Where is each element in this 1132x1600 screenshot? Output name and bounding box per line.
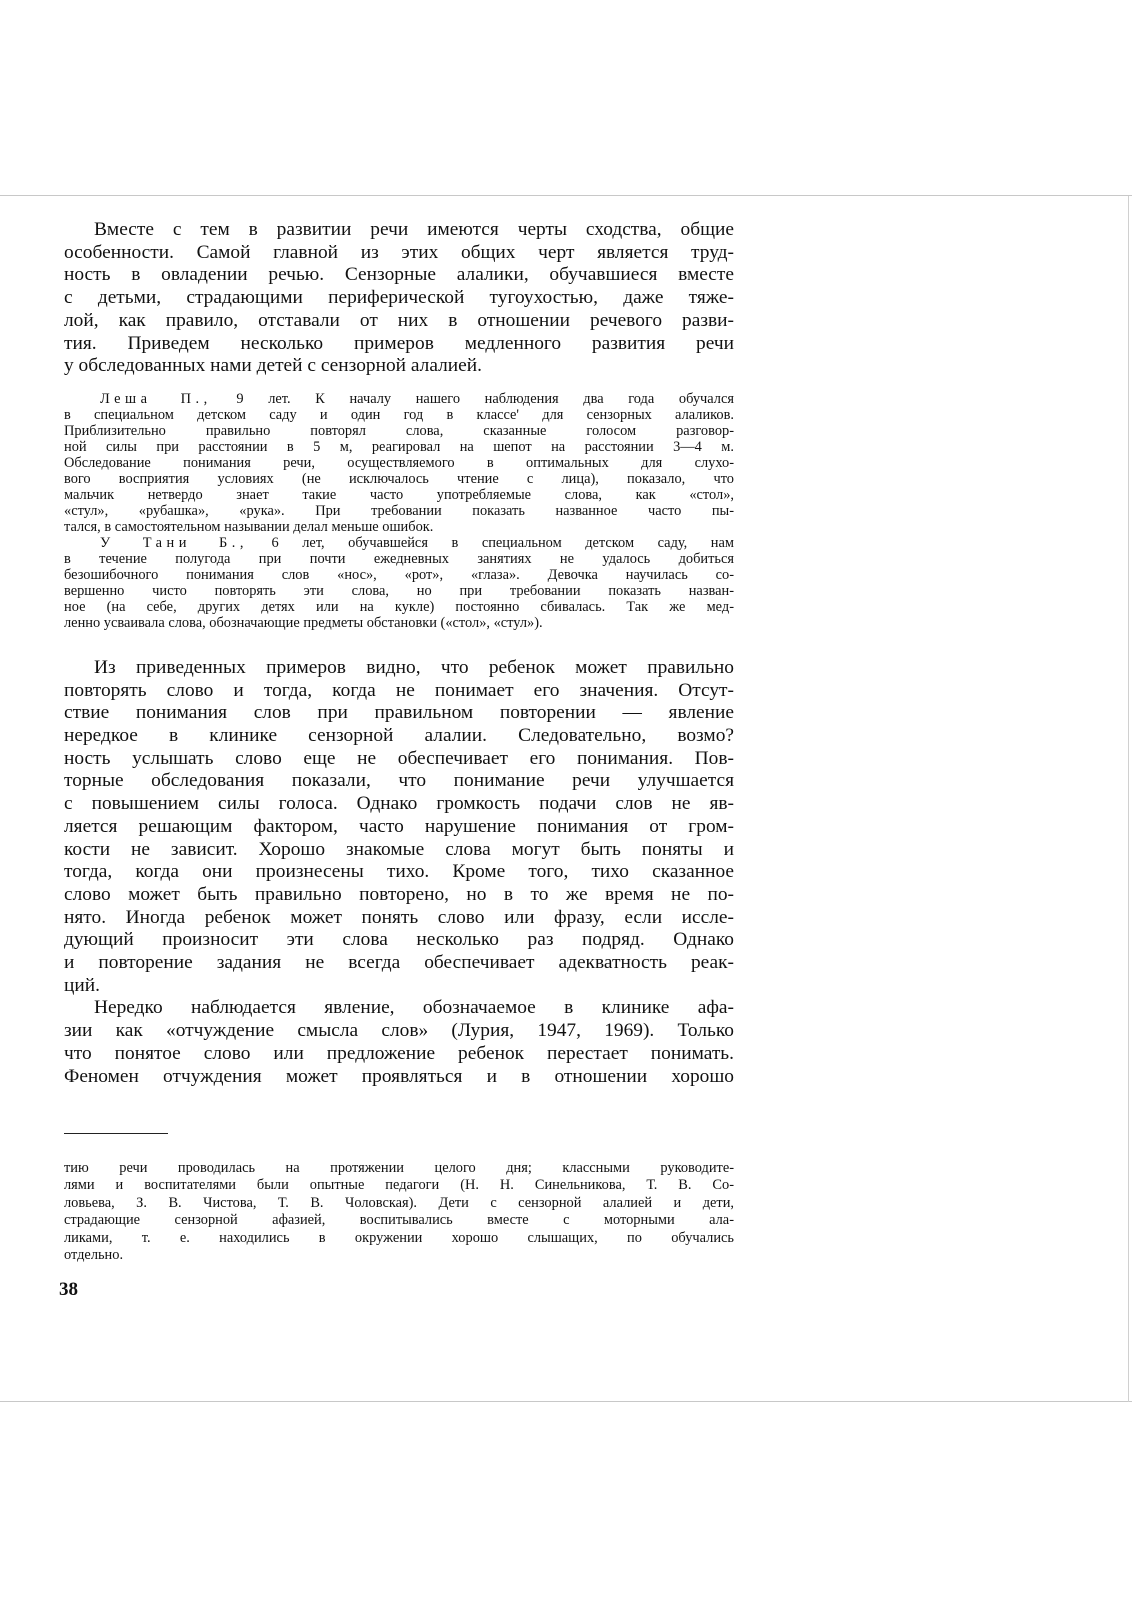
text-line: мальчик нетвердо знает такие часто употребляемые слова, как «стол», [64, 486, 734, 503]
text-line: кости не зависит. Хорошо знакомые слова могут быть поняты и [64, 838, 734, 860]
text-line: Нередко наблюдается явление, обозначаемое в клинике афа- [94, 997, 734, 1019]
text-line: вого восприятия условиях (не исключалось чтение с лица), показало, что [64, 470, 734, 487]
case-1-name: Леша П., [100, 390, 212, 407]
text-line: в течение полугода при почти ежедневных занятиях не удалось добиться [64, 550, 734, 567]
text-line: безошибочного понимания слов «нос», «рот», «глаза». Девочка научилась со- [64, 566, 734, 583]
scan-border-top [0, 195, 1132, 196]
text-line: ленно усваивала слова, обозначающие предметы обстановки («стол», «стул»). [64, 614, 543, 631]
footnote-line: страдающие сензорной афазией, воспитывались вместе с моторными ала- [64, 1212, 734, 1229]
text-line: у обследованных нами детей с сензорной алалией. [64, 355, 483, 377]
scan-border-right [1128, 196, 1129, 1402]
footnote-separator [64, 1133, 168, 1134]
case-1-first-line-text: 9 лет. К началу нашего наблюдения два года обучался [236, 390, 734, 407]
text-line: лой, как правило, отставали от них в отношении речевого разви- [64, 309, 734, 331]
text-line: слово может быть правильно повторено, но в то же время не по- [64, 883, 734, 905]
text-line: ность в овладении речью. Сензорные алалики, обучавшиеся вместе [64, 264, 734, 286]
scan-border-bottom [0, 1401, 1132, 1402]
text-line: особенности. Самой главной из этих общих черт является труд- [64, 241, 734, 263]
text-line: тогда, когда они произнесены тихо. Кроме того, тихо сказанное [64, 861, 734, 883]
text-line: торные обследования показали, что понимание речи улучшается [64, 770, 734, 792]
footnote [64, 1160, 734, 1264]
case-2-name: У Тани Б., [100, 534, 248, 551]
case-examples [64, 391, 734, 631]
case-1-first-line [64, 391, 734, 407]
footnote-line: отдельно. [64, 1247, 124, 1264]
text-line: «стул», «рубашка», «рука». При требовании показать названное часто пы- [64, 502, 734, 519]
page-number: 38 [59, 1279, 78, 1300]
text-line: ное (на себе, других детях или на кукле) постоянно сбивалась. Так же мед- [64, 598, 734, 615]
footnote-line: ликами, т. е. находились в окружении хорошо слышащих, по обучались [64, 1229, 734, 1246]
paragraph-3 [64, 997, 734, 1088]
text-line: ной силы при расстоянии в 5 м, реагировал на шепот на расстоянии 3—4 м. [64, 438, 734, 455]
text-line: тался, в самостоятельном назывании делал меньше ошибок. [64, 518, 434, 535]
footnote-line: лями и воспитателями были опытные педагоги (Н. Н. Синельникова, Т. В. Со- [64, 1177, 734, 1194]
text-line: повторять слово и тогда, когда не понимает его значения. Отсут- [64, 679, 734, 701]
text-line: ствие понимания слов при правильном повторении — явление [64, 702, 734, 724]
text-line: Вместе с тем в развитии речи имеются черты сходства, общие [94, 219, 734, 240]
text-line: ций. [64, 974, 100, 996]
footnote-line: ловьева, З. В. Чистова, Т. В. Чоловская). Дети с сензорной алалией и дети, [64, 1194, 734, 1211]
case-2-first-line-text: 6 лет, обучавшейся в специальном детском саду, нам [271, 534, 734, 551]
text-line: зии как «отчуждение смысла слов» (Лурия, 1947, 1969). Только [64, 1020, 734, 1042]
text-line: Из приведенных примеров видно, что ребенок может правильно [94, 656, 734, 678]
text-line: нередкое в клинике сензорной алалии. Следовательно, возмо? [64, 725, 734, 747]
case-2-first-line [64, 535, 734, 551]
paragraph-2 [64, 657, 734, 998]
footnote-line: тию речи проводилась на протяжении целого дня; классными руководите- [64, 1160, 734, 1176]
text-line: что понятое слово или предложение ребенок перестает понимать. [64, 1042, 734, 1064]
page-content [64, 219, 734, 1088]
text-line: Приблизительно правильно повторял слова, сказанные голосом разговор- [64, 422, 734, 439]
text-line: тия. Приведем несколько примеров медленного развития речи [64, 332, 734, 354]
text-line: ляется решающим фактором, часто нарушение понимания от гром- [64, 815, 734, 837]
text-line: дующий произносит эти слова несколько раз подряд. Однако [64, 929, 734, 951]
text-line: и повторение задания не всегда обеспечивает адекватность реак- [64, 952, 734, 974]
text-line: в специальном детском саду и один год в классе' для сензорных алаликов. [64, 406, 734, 423]
text-line: с детьми, страдающими периферической тугоухостью, даже тяже- [64, 287, 734, 309]
paragraph-1 [64, 219, 734, 378]
text-line: с повышением силы голоса. Однако громкость подачи слов не яв- [64, 793, 734, 815]
text-line: нято. Иногда ребенок может понять слово или фразу, если иссле- [64, 906, 734, 928]
text-line: ность услышать слово еще не обеспечивает его понимания. Пов- [64, 747, 734, 769]
text-line: Феномен отчуждения может проявляться и в отношении хорошо [64, 1065, 734, 1087]
text-line: Обследование понимания речи, осуществляемого в оптимальных для слухо- [64, 454, 734, 471]
text-line: вершенно чисто повторять эти слова, но при требовании показать назван- [64, 582, 734, 599]
